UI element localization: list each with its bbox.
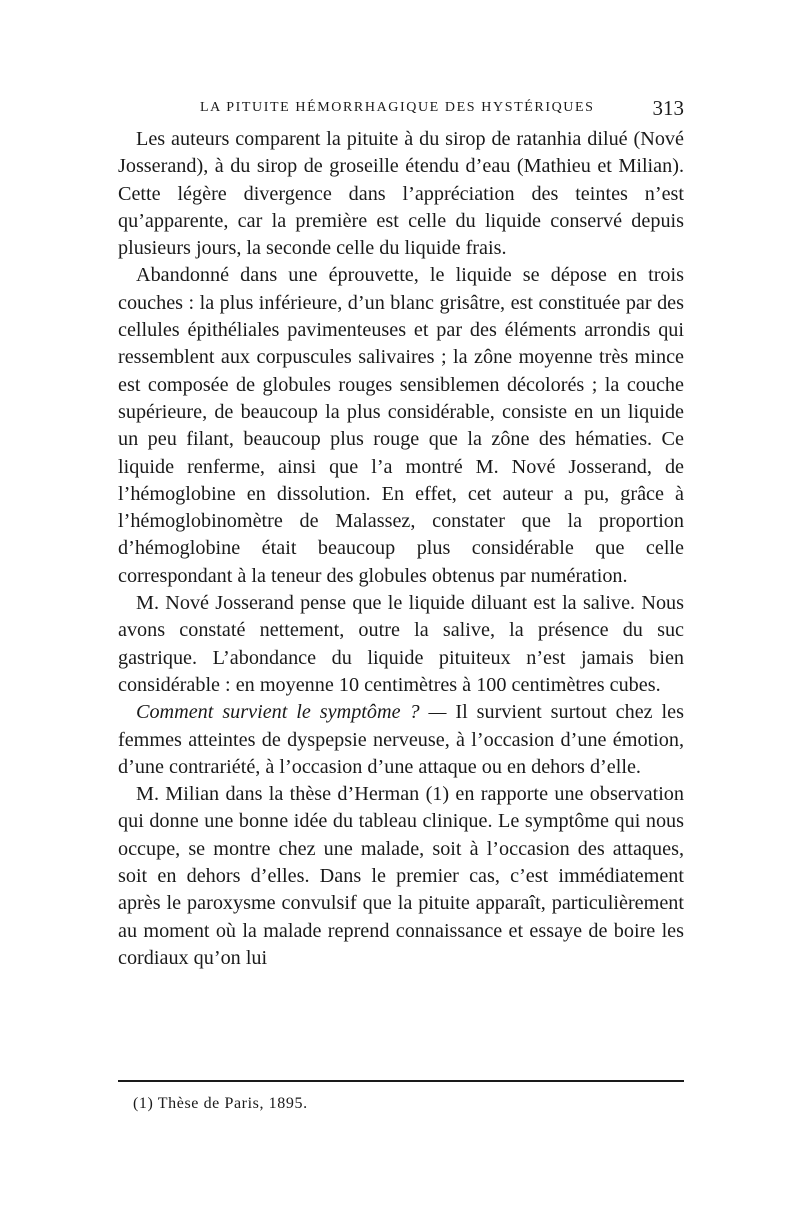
paragraph-1: Les auteurs comparent la pituite à du sirop de ratanhia dilué (Nové Josserand), à du sirop de groseille étendu d’eau (Mathieu et Milian). Cette légère divergence dans l’appréciation des teintes n’est qu’apparente, car la première est celle du liquide conservé depuis plusieurs jours, la seconde celle du liquide frais.	[118, 128, 684, 260]
paragraph-5: M. Milian dans la thèse d’Herman (1) en rapporte une observation qui donne une bonne idée du tableau clinique. Le symptôme qui nous occupe, se montre chez une malade, soit à l’occasion des attaques, soit en dehors d’elles. Dans le premier cas, c’est immédiatement après le paroxysme convulsif que la pituite apparaît, particulièrement au moment où la malade reprend connaissance et essaye de boire les cordiaux qu’on lui	[118, 783, 684, 969]
italic-question: Comment survient le symptôme ? —	[136, 701, 447, 724]
paragraph-4-text: Il survient surtout chez les femmes atteintes de dyspepsie nerveuse, à l’occasion d’une émotion, d’une contrariété, à l’occasion d’une attaque ou en dehors d’elle.	[118, 701, 684, 778]
page-number: 313	[652, 96, 684, 120]
running-title: LA PITUITE HÉMORRHAGIQUE DES HYSTÉRIQUES	[200, 100, 595, 115]
paragraph-2: Abandonné dans une éprouvette, le liquide se dépose en trois couches : la plus inférieure, d’un blanc grisâtre, est constituée par des cellules épithéliales pavimenteuses et par des éléments arrondis qui ressemblent aux corpuscules salivaires ; la zône moyenne très mince est composée de globules rouges sensiblemen décolorés ; la couche supérieure, de beaucoup la plus considérable, consiste en un liquide un peu filant, beaucoup plus rouge que la zône des hématies. Ce liquide renferme, ainsi que l’a montré M. Nové Josserand, de l’hémoglobine en dissolution. En effet, cet auteur a pu, grâce à l’hémoglobinomètre de Malassez, constater que la proportion d’hémoglobine était beaucoup plus considérable que celle correspondant à la teneur des globules obtenus par numération.	[118, 264, 684, 587]
body-text	[118, 126, 684, 972]
footnote-rule	[118, 1080, 684, 1082]
paragraph-4	[118, 699, 684, 781]
page-header	[118, 96, 684, 126]
footnote: (1) Thèse de Paris, 1895.	[133, 1095, 308, 1112]
paragraph-3: M. Nové Josserand pense que le liquide diluant est la salive. Nous avons constaté nettement, outre la salive, la présence du suc gastrique. L’abondance du liquide pituiteux n’est jamais bien considérable : en moyenne 10 centimètres à 100 centimètres cubes.	[118, 592, 684, 696]
